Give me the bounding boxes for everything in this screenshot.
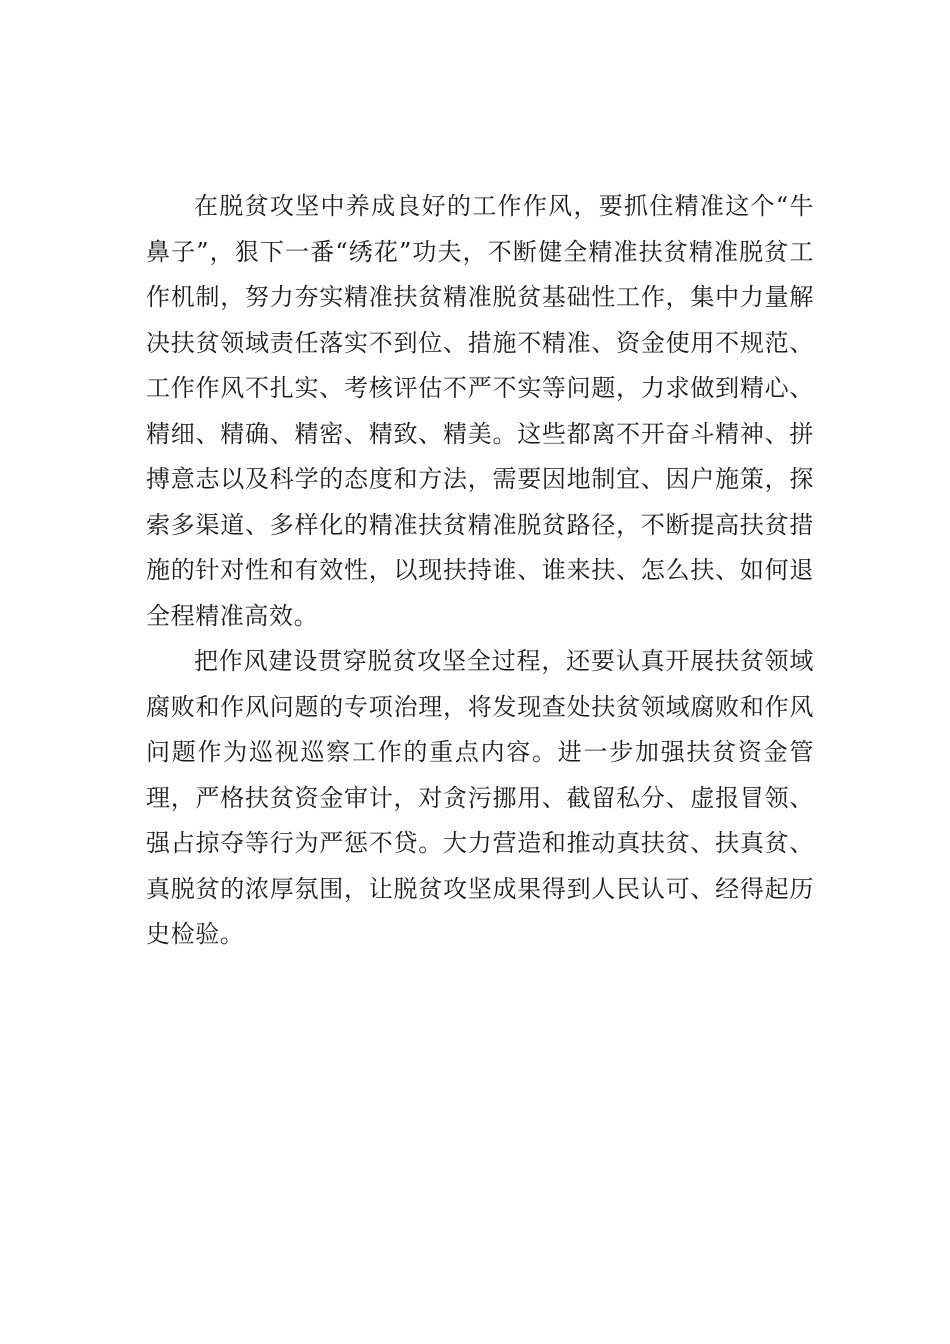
- document-body: [146, 184, 814, 958]
- paragraph-1: 在脱贫攻坚中养成良好的工作作风，要抓住精准这个“牛鼻子”，狠下一番“绣花”功夫，不断健全精准扶贫精准脱贫工作机制，努力夯实精准扶贫精准脱贫基础性工作，集中力量解决扶贫领域责任落实不到位、措施不精准、资金使用不规范、工作作风不扎实、考核评估不严不实等问题，力求做到精心、精细、精确、精密、精致、精美。这些都离不开奋斗精神、拼搏意志以及科学的态度和方法，需要因地制宜、因户施策，探索多渠道、多样化的精准扶贫精准脱贫路径，不断提高扶贫措施的针对性和有效性，以现扶持谁、谁来扶、怎么扶、如何退全程精准高效。: [146, 192, 814, 630]
- paragraph-2: 把作风建设贯穿脱贫攻坚全过程，还要认真开展扶贫领域腐败和作风问题的专项治理，将发现查处扶贫领域腐败和作风问题作为巡视巡察工作的重点内容。进一步加强扶贫资金管理，严格扶贫资金审计，对贪污挪用、截留私分、虚报冒领、强占掠夺等行为严惩不贷。大力营造和推动真扶贫、扶真贫、真脱贫的浓厚氛围，让脱贫攻坚成果得到人民认可、经得起历史检验。: [146, 647, 814, 948]
